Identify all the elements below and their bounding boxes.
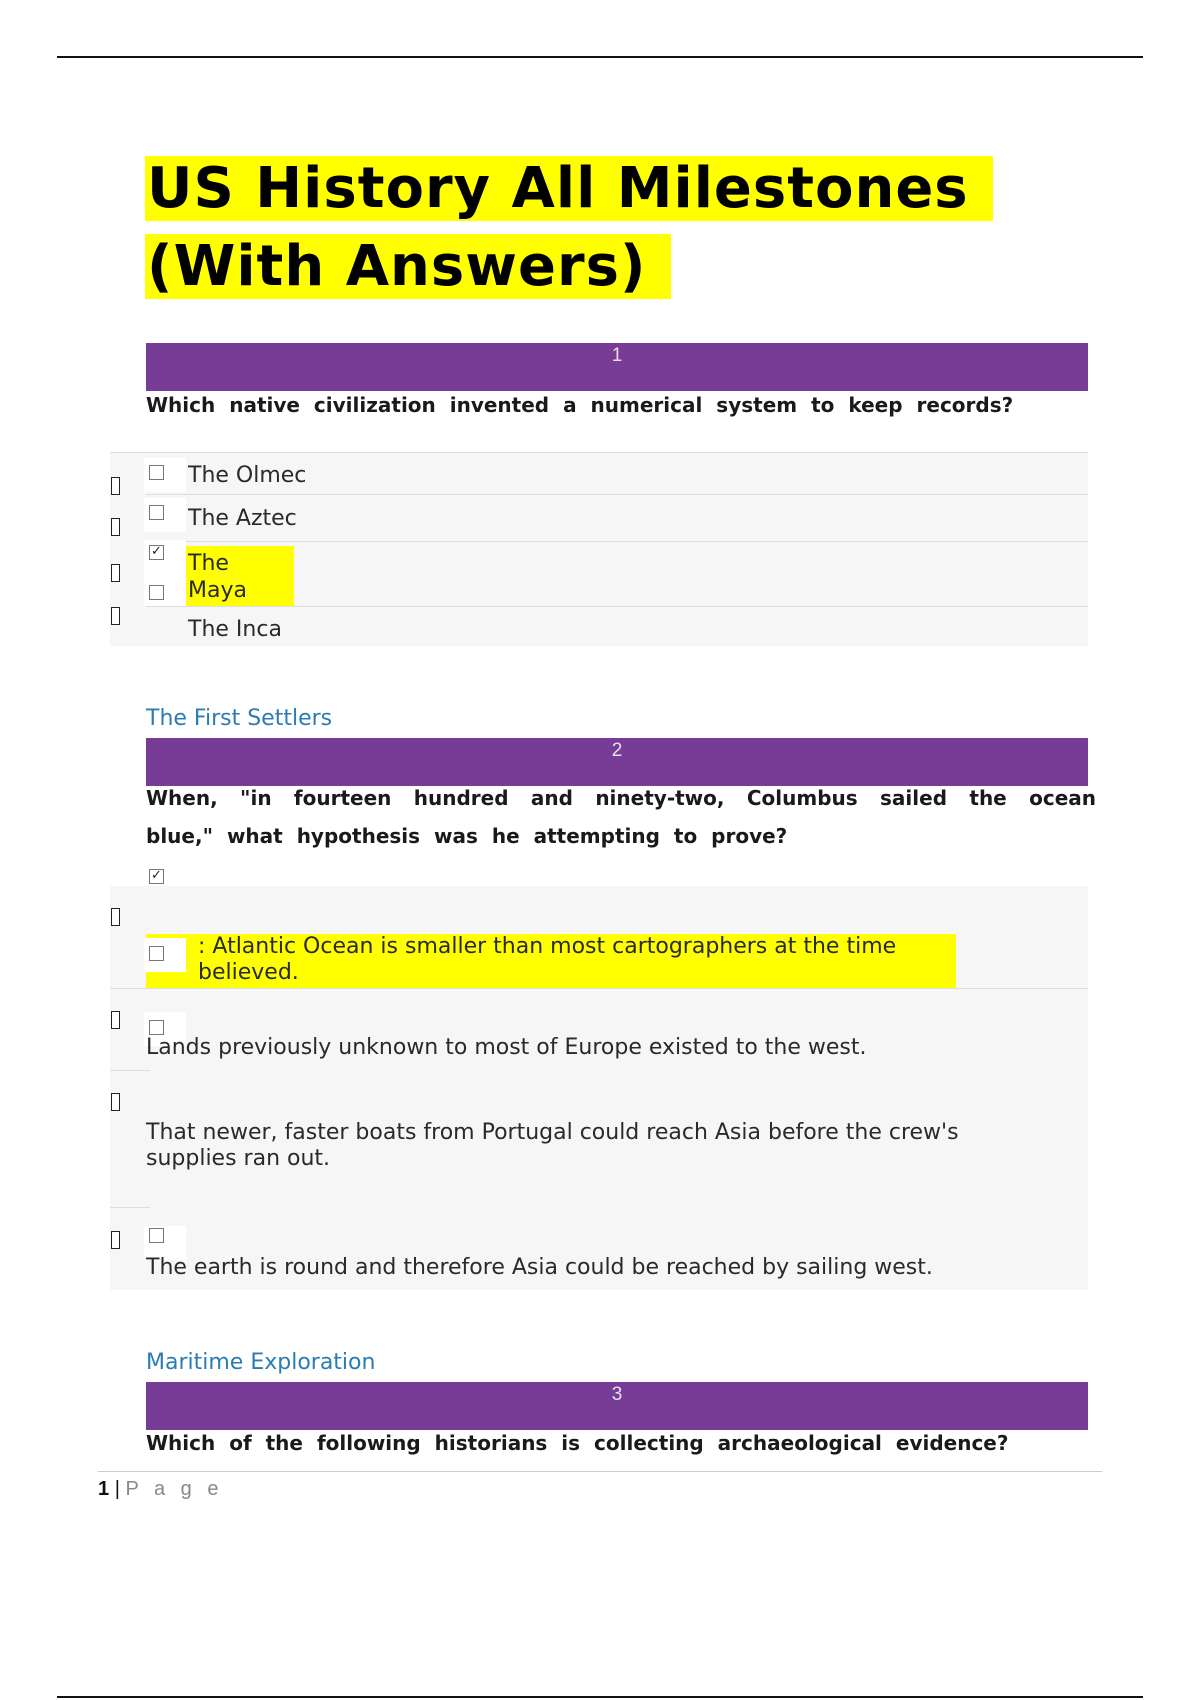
question-1-number-bar: 1 [146,343,1088,391]
answer-label: The Inca [188,617,282,642]
row-divider [110,1070,150,1071]
bullet-marker [111,1231,120,1249]
answer-label-selected: : Atlantic Ocean is smaller than most cartographers at the time believed. [146,934,956,988]
answer-checkbox[interactable] [149,585,164,600]
bullet-marker [111,477,120,495]
answer-label: The Aztec [188,506,297,531]
row-divider [146,606,1088,607]
row-divider [110,1207,150,1208]
section-heading[interactable]: The First Settlers [146,706,333,731]
bullet-marker [111,908,120,926]
top-rule [57,56,1143,58]
footer-rule [98,1471,1102,1472]
answer-checkbox-checked[interactable]: ✓ [149,869,164,884]
answer-label: Lands previously unknown to most of Europe existed to the west. [146,1035,867,1060]
bullet-marker [111,1093,120,1111]
row-divider [110,988,1088,989]
question-2-text: When, "in fourteen hundred and ninety-two, Columbus sailed the ocean blue," what hypothesis was he attempting to prove? [146,786,1096,848]
bottom-rule [57,1696,1143,1698]
question-1-text: Which native civilization invented a numerical system to keep records? [146,393,1014,417]
question-3-number-bar: 3 [146,1382,1088,1430]
bullet-marker [111,518,120,536]
answer-checkbox[interactable] [149,505,164,520]
bullet-marker [111,1011,120,1029]
page-footer [98,1478,223,1501]
row-divider [110,452,1088,453]
document-title: US History All Milestones (With Answers) [145,150,1085,306]
row-divider [146,494,1088,495]
page-label: P a g e [125,1478,224,1500]
section-heading[interactable]: Maritime Exploration [146,1350,376,1375]
answer-label: That newer, faster boats from Portugal could reach Asia before the crew's supplies ran out. [146,1120,959,1171]
question-2-number-bar: 2 [146,738,1088,786]
answer-checkbox[interactable] [149,465,164,480]
page-number: 1 [98,1478,110,1500]
bullet-marker [111,607,120,625]
answer-checkbox[interactable] [149,946,164,961]
answer-checkbox[interactable] [149,1020,164,1035]
answer-label-selected: The Maya [186,546,294,606]
answer-label: The earth is round and therefore Asia could be reached by sailing west. [146,1255,933,1280]
bullet-marker [111,564,120,582]
answer-checkbox-checked[interactable]: ✓ [149,545,164,560]
answer-checkbox[interactable] [149,1228,164,1243]
page-separator: | [114,1478,120,1500]
question-3-text: Which of the following historians is collecting archaeological evidence? [146,1431,1009,1455]
row-divider [146,541,1088,542]
answer-label: The Olmec [188,463,307,488]
